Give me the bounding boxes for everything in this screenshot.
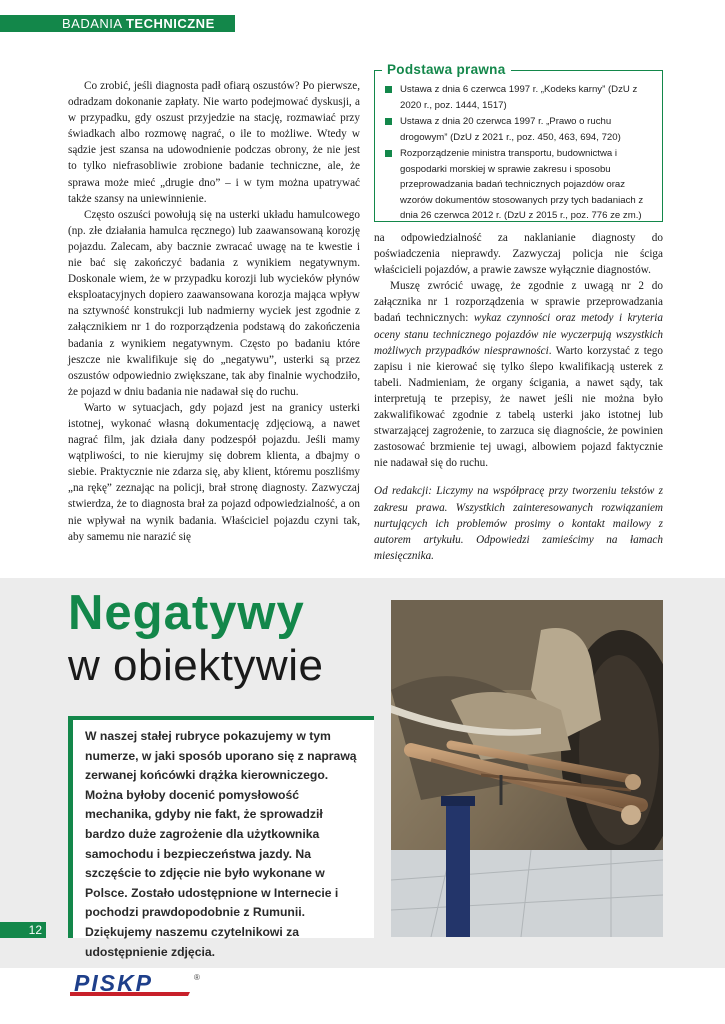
paragraph: Często oszuści powołują się na usterki układu hamulcowego (np. złe działania hamulca ręcznego) lub zaawansowaną korozję pojazdu. Zalecam, aby bacznie zwracać uwagę na te kwestie i nie bać się zakończyć badania z wynikiem negatywnym. Doskonale wiem, że w przypadku korozji lub wycieków płynów eksploatacyjnych dopiero zaawansowana korozja mająca wpływ na sztywność konstrukcji lub nadmierny wyciek jest zgodnie z załącznikiem nr 1 do rozporządzenia podstawą do zakończenia badania z wynikiem negatywnym. Często po badaniu które jeszcze nie kwalifikuje się do „negatywu”, usterki są przez oszustów odpowiednio zwiększane, tak aby finalnie wychodziło, że pojazd w dniu badania nie nadawał się do ruchu.: [68, 208, 360, 398]
paragraph: Warto w sytuacjach, gdy pojazd jest na granicy usterki istotnej, wykonać własną dokumentację zdjęciową, a nawet nagrać film, jak działa dany podzespół pojazdu. Jeśli mamy wątpliwości, to nie kierujmy się dobrem klienta, a dbajmy o siebie. Praktycznie nie zdarza się, aby klient, któremu poszliśmy „na rękę” zeznając na policji, brał stronę diagnosty. Zazwyczaj stwierdza, że to diagnosta brał za pojazd odpowiedzialność, a on nie wpływał na wynik badania. Właściciel pojazdu czyni tak, aby samemu nie narazić się: [68, 401, 360, 543]
piskp-logo-graphic: [70, 970, 210, 1002]
svg-text:PISKP: PISKP: [74, 970, 154, 996]
legal-basis-item: Ustawa z dnia 20 czerwca 1997 r. „Prawo o ruchu drogowym” (DzU z 2021 r., poz. 450, 463, 694, 720): [384, 114, 656, 145]
editorial-note: Od redakcji: Liczymy na współpracę przy tworzeniu tekstów z zakresu prawa. Wszystkich zainteresowanych rozwiązaniem nurtujących ich problemów prosimy o kontakt mailowy z autorem artykułu. Odpowiedzi zamieścimy na łamach miesięcznika.: [374, 485, 663, 562]
paragraph: Co zrobić, jeśli diagnosta padł ofiarą oszustów? Po pierwsze, odradzam dokonanie zapłaty. Nie warto podejmować dyskusji, a w przypadku, gdy oszust przyjedzie na stację, rozmawiać przy świadkach albo rozmowę nagrać, o ile to możliwe. Wtedy w sądzie jest szansa na udowodnienie podczas obrony, że nie jest to tylko niefrasobliwie zrobione badanie techniczne, ale, że sprawa może mieć „drugie dno” – i w tym można upatrywać także szansy na uniewinnienie.: [68, 80, 360, 205]
photo-illustration: [391, 600, 663, 937]
piskp-logo: [70, 970, 210, 1002]
square-bullet-icon: [385, 150, 392, 157]
paragraph: na odpowiedzialność za naklanianie diagnosty do poświadczenia nieprawdy. Zazwyczaj policja nie ściga właścicieli pojazdów, a prawie zawsze wyłącznie diagnostów.: [374, 232, 663, 277]
legal-basis-title: Podstawa prawna: [382, 62, 511, 77]
quoted-regulation: wykaz czynności oraz metody i kryteria oceny stanu technicznego pojazdów nie wyczerpują wszystkich możliwych przypadków niesprawności: [374, 312, 663, 357]
left-column: [68, 78, 360, 545]
right-column: [374, 230, 663, 564]
paragraph: Muszę zwrócić uwagę, że zgodnie z uwagą nr 2 do załącznika nr 1 rozporządzenia w sprawie przeprowadzania badań technicznych: wykaz czynności oraz metody i kryteria oceny stanu technicznego pojazdów nie wyczerpują wszystkich możliwych przypadków niesprawności. Warto korzystać z tego zapisu i nie kierować się tylko ślepo kwalifikacją usterek z tabeli. Nadmieniam, że organy ścigania, a nawet sądy, tak interpretują te przepisy, że nawet jeśli nie można było zakwalifikować zgodnie z tabelą usterki jako istotnej lub stwarzającej zagrożenie, to zarzuca się diagnoście, że powinien zastosować brzmienie tej uwagi, albowiem pojazd faktycznie nie nadawał się do ruchu.: [374, 280, 663, 470]
feature-title: Negatywy: [68, 586, 305, 640]
svg-text:®: ®: [194, 973, 200, 982]
steering-repair-photo: [391, 600, 663, 937]
page-number: 12: [0, 922, 46, 938]
section-header: [62, 16, 215, 31]
section-header-light: BADANIA: [62, 16, 126, 31]
square-bullet-icon: [385, 118, 392, 125]
section-header-bold: TECHNICZNE: [125, 16, 215, 31]
legal-basis-list: [384, 82, 656, 225]
legal-basis-item: Ustawa z dnia 6 czerwca 1997 r. „Kodeks karny” (DzU z 2020 r., poz. 1444, 1517): [384, 82, 656, 113]
square-bullet-icon: [385, 86, 392, 93]
legal-basis-item: Rozporządzenie ministra transportu, budownictwa i gospodarki morskiej w sprawie zakresu i sposobu przeprowadzania badań technicznych pojazdów oraz wzorów dokumentów stosowanych przy tych badaniach z dnia 26 czerwca 2012 r. (DzU z 2015 r., poz. 776 ze zm.): [384, 146, 656, 224]
lead-box: W naszej stałej rubryce pokazujemy w tym numerze, w jaki sposób uporano się z naprawą zerwanej końcówki drążka kierowniczego. Można byłoby docenić pomysłowość mechanika, gdyby nie fakt, że sprowadził bardzo duże zagrożenie dla użytkownika samochodu i bezpieczeństwa jazdy. Na szczęście to zdjęcie nie było wykonane w Polsce. Zostało udostępnione w Internecie i pochodzi prawdopodobnie z Rumunii. Dziękujemy naszemu czytelnikowi za udostępnienie zdjęcia.: [73, 720, 374, 938]
feature-subtitle: w obiektywie: [68, 641, 324, 690]
